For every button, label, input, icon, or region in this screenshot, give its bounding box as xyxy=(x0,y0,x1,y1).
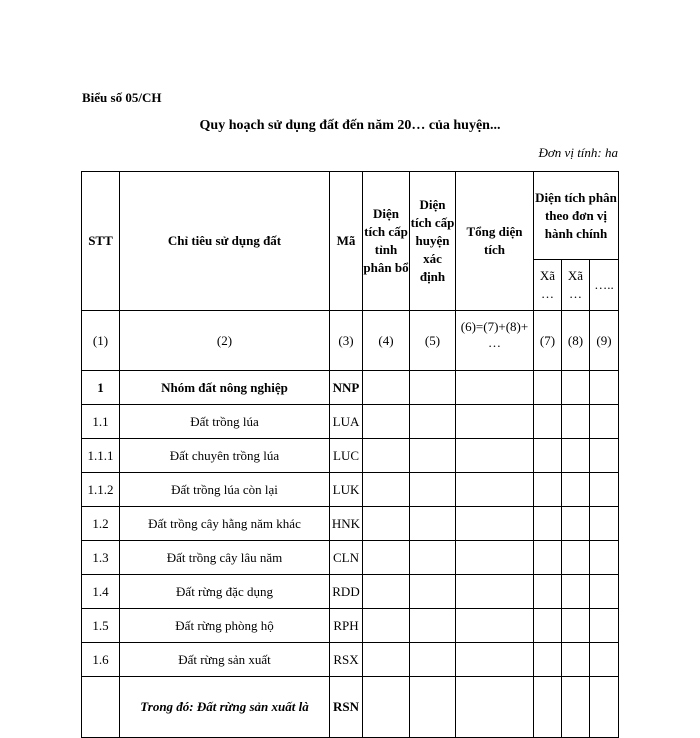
empty-cell xyxy=(410,541,456,575)
row-stt xyxy=(82,677,120,738)
row-indicator-name: Đất trồng cây hằng năm khác xyxy=(120,507,330,541)
empty-cell xyxy=(590,609,619,643)
header-district-determined: Diện tích cấp huyện xác định xyxy=(410,172,456,311)
empty-cell xyxy=(562,507,590,541)
table-row xyxy=(82,541,619,575)
table-row xyxy=(82,507,619,541)
empty-cell xyxy=(456,677,534,738)
row-indicator-name: Nhóm đất nông nghiệp xyxy=(120,371,330,405)
empty-cell xyxy=(590,575,619,609)
table-row xyxy=(82,473,619,507)
empty-cell xyxy=(562,677,590,738)
row-stt: 1.3 xyxy=(82,541,120,575)
row-indicator-name: Đất trồng lúa còn lại xyxy=(120,473,330,507)
empty-cell xyxy=(410,609,456,643)
table-row xyxy=(82,405,619,439)
row-code: RSN xyxy=(330,677,363,738)
column-index: (6)=(7)+(8)+ … xyxy=(456,311,534,371)
empty-cell xyxy=(363,405,410,439)
empty-cell xyxy=(590,439,619,473)
empty-cell xyxy=(562,541,590,575)
column-index: (7) xyxy=(534,311,562,371)
empty-cell xyxy=(456,439,534,473)
empty-cell xyxy=(590,507,619,541)
column-index: (5) xyxy=(410,311,456,371)
row-stt: 1 xyxy=(82,371,120,405)
empty-cell xyxy=(590,371,619,405)
table-row xyxy=(82,609,619,643)
header-province-allocated: Diện tích cấp tỉnh phân bổ xyxy=(363,172,410,311)
empty-cell xyxy=(410,371,456,405)
header-code: Mã xyxy=(330,172,363,311)
empty-cell xyxy=(562,575,590,609)
empty-cell xyxy=(590,541,619,575)
row-stt: 1.2 xyxy=(82,507,120,541)
empty-cell xyxy=(534,371,562,405)
table-body xyxy=(82,371,619,738)
empty-cell xyxy=(410,677,456,738)
header-commune-more: ….. xyxy=(590,260,619,311)
column-index-row xyxy=(82,311,619,371)
empty-cell xyxy=(534,405,562,439)
empty-cell xyxy=(410,439,456,473)
empty-cell xyxy=(590,473,619,507)
empty-cell xyxy=(590,643,619,677)
header-commune-2: Xã … xyxy=(562,260,590,311)
land-use-plan-table xyxy=(81,171,619,738)
row-stt: 1.1 xyxy=(82,405,120,439)
row-stt: 1.1.2 xyxy=(82,473,120,507)
table-row-partial xyxy=(82,677,619,738)
empty-cell xyxy=(363,677,410,738)
empty-cell xyxy=(363,507,410,541)
row-stt: 1.6 xyxy=(82,643,120,677)
table-row xyxy=(82,575,619,609)
row-stt: 1.5 xyxy=(82,609,120,643)
row-code: NNP xyxy=(330,371,363,405)
empty-cell xyxy=(363,473,410,507)
empty-cell xyxy=(562,473,590,507)
column-index: (3) xyxy=(330,311,363,371)
header-stt: STT xyxy=(82,172,120,311)
empty-cell xyxy=(562,609,590,643)
empty-cell xyxy=(363,609,410,643)
empty-cell xyxy=(534,609,562,643)
row-indicator-name: Đất trồng lúa xyxy=(120,405,330,439)
empty-cell xyxy=(456,473,534,507)
empty-cell xyxy=(590,405,619,439)
row-stt: 1.4 xyxy=(82,575,120,609)
column-index: (4) xyxy=(363,311,410,371)
column-index: (2) xyxy=(120,311,330,371)
empty-cell xyxy=(456,371,534,405)
unit-label: Đơn vị tính: ha xyxy=(538,145,618,160)
empty-cell xyxy=(456,507,534,541)
empty-cell xyxy=(456,609,534,643)
empty-cell xyxy=(590,677,619,738)
empty-cell xyxy=(562,439,590,473)
empty-cell xyxy=(534,677,562,738)
header-by-admin-unit: Diện tích phân theo đơn vị hành chính xyxy=(534,172,619,260)
empty-cell xyxy=(363,541,410,575)
row-indicator-name: Đất rừng phòng hộ xyxy=(120,609,330,643)
empty-cell xyxy=(534,507,562,541)
row-code: LUC xyxy=(330,439,363,473)
empty-cell xyxy=(534,541,562,575)
row-code: RDD xyxy=(330,575,363,609)
empty-cell xyxy=(410,405,456,439)
empty-cell xyxy=(363,439,410,473)
empty-cell xyxy=(562,643,590,677)
form-code: Biểu số 05/CH xyxy=(82,90,162,105)
row-indicator-name: Đất chuyên trồng lúa xyxy=(120,439,330,473)
column-index: (9) xyxy=(590,311,619,371)
row-indicator-name: Đất trồng cây lâu năm xyxy=(120,541,330,575)
empty-cell xyxy=(456,575,534,609)
row-indicator-name: Đất rừng đặc dụng xyxy=(120,575,330,609)
empty-cell xyxy=(410,575,456,609)
empty-cell xyxy=(534,575,562,609)
empty-cell xyxy=(410,643,456,677)
empty-cell xyxy=(363,575,410,609)
table-row xyxy=(82,643,619,677)
row-code: HNK xyxy=(330,507,363,541)
row-indicator-name: Đất rừng sản xuất xyxy=(120,643,330,677)
table-row xyxy=(82,371,619,405)
empty-cell xyxy=(456,643,534,677)
empty-cell xyxy=(562,405,590,439)
empty-cell xyxy=(534,643,562,677)
row-indicator-name: Trong đó: Đất rừng sản xuất là xyxy=(120,677,330,738)
row-code: RSX xyxy=(330,643,363,677)
empty-cell xyxy=(534,439,562,473)
column-index: (8) xyxy=(562,311,590,371)
header-total-area: Tổng diện tích xyxy=(456,172,534,311)
header-indicator: Chỉ tiêu sử dụng đất xyxy=(120,172,330,311)
empty-cell xyxy=(562,371,590,405)
empty-cell xyxy=(363,371,410,405)
empty-cell xyxy=(410,507,456,541)
empty-cell xyxy=(363,643,410,677)
row-code: LUA xyxy=(330,405,363,439)
document-title: Quy hoạch sử dụng đất đến năm 20… của huyện... xyxy=(199,118,501,133)
row-code: RPH xyxy=(330,609,363,643)
row-stt: 1.1.1 xyxy=(82,439,120,473)
empty-cell xyxy=(534,473,562,507)
row-code: CLN xyxy=(330,541,363,575)
column-index: (1) xyxy=(82,311,120,371)
row-code: LUK xyxy=(330,473,363,507)
empty-cell xyxy=(456,541,534,575)
empty-cell xyxy=(456,405,534,439)
header-commune-1: Xã … xyxy=(534,260,562,311)
empty-cell xyxy=(410,473,456,507)
table-row xyxy=(82,439,619,473)
